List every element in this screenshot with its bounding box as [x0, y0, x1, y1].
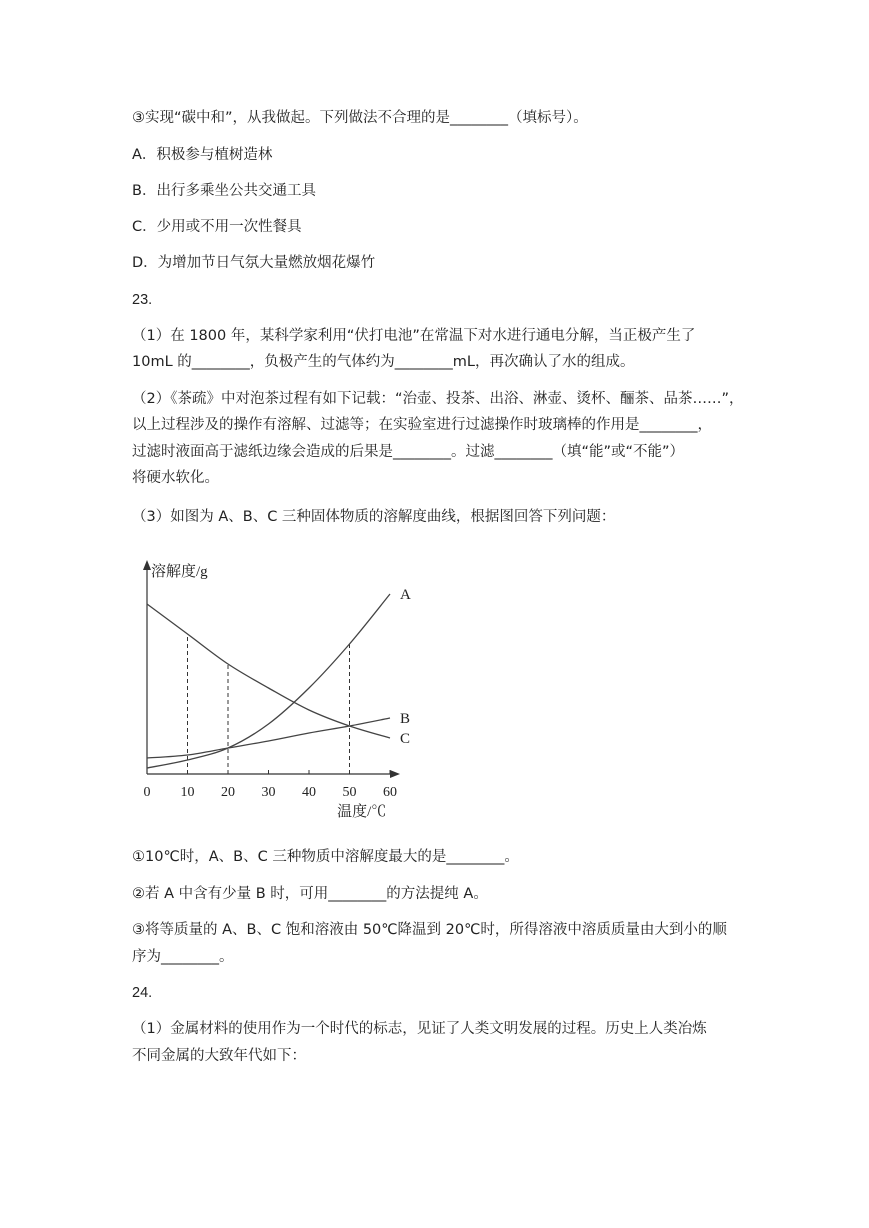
y-axis-arrow [143, 560, 151, 570]
x-axis-arrow [390, 770, 400, 778]
q23-p2-line3: 过滤时液面高于滤纸边缘会造成的后果是________。过滤________（填“能”或“不能”） [132, 444, 685, 460]
x-tick-label: 30 [261, 785, 276, 800]
x-tick-label: 20 [221, 785, 235, 800]
q22-sub3: ③实现“碳中和”，从我做起。下列做法不合理的是________（填标号）。 [132, 110, 588, 126]
q22-option-c: C．少用或不用一次性餐具 [132, 219, 302, 235]
x-tick-label: 50 [342, 785, 357, 800]
series-line-c [147, 604, 390, 738]
q23-q1: ①10℃时，A、B、C 三种物质中溶解度最大的是________。 [132, 849, 519, 865]
q22-option-d: D．为增加节日气氛大量燃放烟花爆竹 [132, 255, 376, 271]
chart-series [147, 594, 390, 768]
series-label-c: C [400, 731, 411, 747]
series-label-b: B [400, 711, 411, 727]
x-tick-label: 10 [180, 785, 195, 800]
solubility-chart [125, 552, 425, 827]
q23-p2-line2: 以上过程涉及的操作有溶解、过滤等；在实验室进行过滤操作时玻璃棒的作用是________， [132, 417, 712, 433]
q23-number: 23. [132, 292, 153, 308]
q23-q3-line2: 序为________。 [132, 949, 234, 965]
x-tick-label: 40 [302, 785, 316, 800]
q22-option-a: A．积极参与植树造林 [132, 147, 273, 163]
chart-labels [144, 562, 412, 820]
q24-p1-line1: （1）金属材料的使用作为一个时代的标志，见证了人类文明发展的过程。历史上人类冶炼 [132, 1021, 707, 1037]
q23-p1-line2: 10mL 的________，负极产生的气体约为________mL，再次确认了水的组成。 [132, 354, 635, 370]
q24-p1-line2: 不同金属的大致年代如下： [132, 1048, 306, 1064]
x-tick-label: 60 [383, 785, 397, 800]
series-label-a: A [400, 587, 411, 603]
x-axis-label: 温度/℃ [337, 804, 387, 820]
x-tick-label: 0 [143, 785, 151, 800]
q23-p1-line1: （1）在 1800 年，某科学家利用“伏打电池”在常温下对水进行通电分解，当正极产生了 [132, 328, 696, 344]
q23-p2-line4: 将硬水软化。 [132, 470, 219, 486]
q23-q2: ②若 A 中含有少量 B 时，可用________的方法提纯 A。 [132, 886, 488, 902]
q23-p3: （3）如图为 A、B、C 三种固体物质的溶解度曲线，根据图回答下列问题： [132, 509, 616, 525]
q23-p2-line1: （2）《茶疏》中对泡茶过程有如下记载：“治壶、投茶、出浴、淋壶、烫杯、酾茶、品茶……”， [132, 391, 744, 407]
chart-guides [188, 634, 350, 774]
y-axis-label: 溶解度/g [151, 564, 208, 580]
q23-q3-line1: ③将等质量的 A、B、C 饱和溶液由 50℃降温到 20℃时，所得溶液中溶质质量由大到小的顺 [132, 922, 727, 938]
q22-option-b: B．出行多乘坐公共交通工具 [132, 183, 316, 199]
chart-axes [143, 560, 400, 778]
series-line-a [147, 594, 390, 768]
q24-number: 24. [132, 985, 153, 1001]
